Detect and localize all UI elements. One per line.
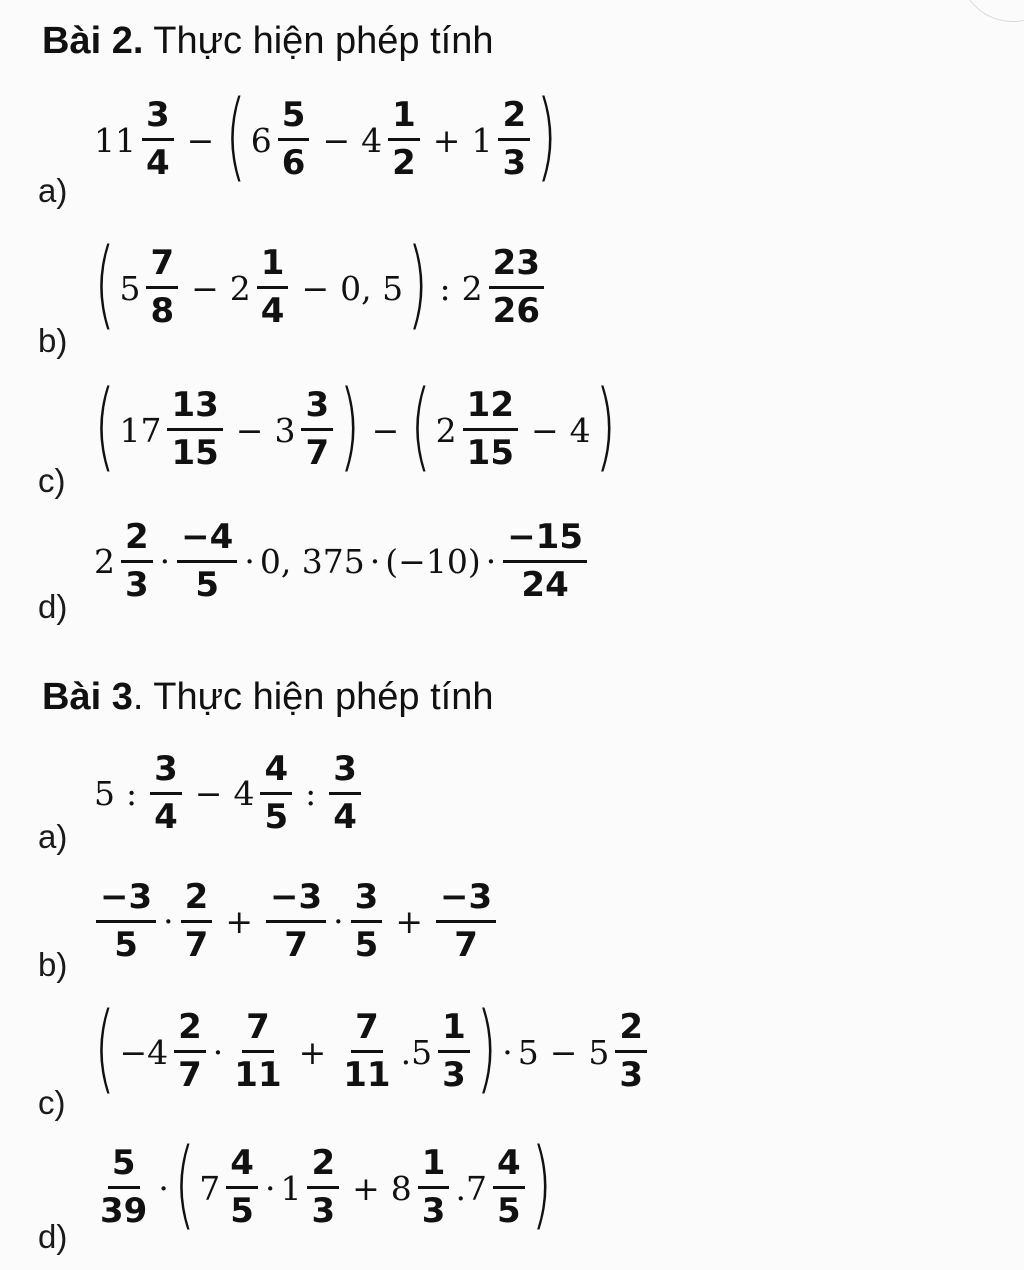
fraction xyxy=(150,749,182,837)
denominator: 7 xyxy=(305,433,330,473)
problem-3c-expression xyxy=(92,992,651,1104)
whole-number: 2 xyxy=(461,268,483,308)
numerator: −3 xyxy=(96,880,156,923)
problem-2a-expression xyxy=(92,80,560,192)
problem-3d-expression xyxy=(92,1128,554,1240)
decimal-number: 0, 375 xyxy=(259,542,365,582)
numerator: 7 xyxy=(242,1010,274,1053)
integer: 5 xyxy=(94,774,115,814)
close-paren: ) xyxy=(536,80,558,192)
corner-decoration xyxy=(962,0,1024,22)
problem-2c-expression xyxy=(92,370,618,482)
numerator: 2 xyxy=(307,1146,339,1189)
exercise-3-instruction: . Thực hiện phép tính xyxy=(132,676,494,718)
fraction xyxy=(177,517,237,605)
fraction xyxy=(418,1143,450,1231)
fraction xyxy=(278,95,310,183)
denominator: 5 xyxy=(114,924,138,965)
denominator: 7 xyxy=(284,924,308,965)
numerator: 2 xyxy=(174,1010,206,1053)
operator: · xyxy=(212,1032,224,1072)
numerator: 2 xyxy=(121,520,153,563)
operator: : xyxy=(305,774,317,814)
fraction xyxy=(266,877,326,965)
whole-number: 2 xyxy=(435,410,457,450)
denominator: 3 xyxy=(619,1055,644,1095)
close-paren: ) xyxy=(476,992,497,1104)
fraction xyxy=(463,385,518,473)
open-paren: ( xyxy=(174,1128,195,1240)
fraction xyxy=(226,1143,258,1231)
numerator: 1 xyxy=(388,98,420,141)
denominator: 3 xyxy=(311,1191,336,1231)
problem-3c-label: c) xyxy=(38,1084,66,1121)
denominator: 24 xyxy=(521,564,569,605)
operator: − xyxy=(186,120,215,160)
fraction xyxy=(121,517,153,605)
whole-number: 5 xyxy=(119,268,141,308)
numerator: 3 xyxy=(301,388,333,431)
operator: + xyxy=(352,1168,380,1208)
problem-2c-label: c) xyxy=(38,462,66,499)
operator: · xyxy=(502,1032,513,1072)
integer: 5 xyxy=(517,1032,539,1072)
negative-number: (−10) xyxy=(385,542,481,582)
fraction xyxy=(489,243,544,331)
numerator: 3 xyxy=(142,98,174,141)
problem-2d-label: d) xyxy=(38,588,68,625)
numerator: 4 xyxy=(260,752,292,795)
denominator: 5 xyxy=(230,1191,254,1231)
denominator: 5 xyxy=(264,796,289,837)
fraction xyxy=(146,243,178,331)
operator: : xyxy=(439,268,451,308)
denominator: 7 xyxy=(184,924,209,965)
operator: − xyxy=(371,410,400,450)
numerator: 23 xyxy=(489,246,544,289)
numerator: −15 xyxy=(503,520,587,563)
fraction xyxy=(503,517,587,605)
problem-2a-label: a) xyxy=(38,172,68,209)
whole-number: 1 xyxy=(471,120,493,160)
fraction xyxy=(301,385,333,473)
fraction xyxy=(260,749,292,837)
problem-2b-label: b) xyxy=(38,322,68,359)
problem-3d-label: d) xyxy=(38,1218,68,1255)
whole-number: 3 xyxy=(274,410,296,450)
operator: + xyxy=(298,1032,327,1072)
exercise-2-instruction: Thực hiện phép tính xyxy=(143,20,494,62)
exercise-3-number: Bài 3 xyxy=(42,676,133,718)
open-paren: ( xyxy=(94,228,116,340)
fraction xyxy=(142,95,174,183)
fraction xyxy=(615,1007,647,1095)
whole-number: .7 xyxy=(455,1168,487,1208)
numerator: 4 xyxy=(493,1146,525,1189)
denominator: 7 xyxy=(178,1055,202,1095)
integer: 4 xyxy=(569,410,591,450)
operator: · xyxy=(485,542,497,582)
exercise-2-heading xyxy=(42,20,493,63)
fraction xyxy=(257,243,289,331)
numerator: 3 xyxy=(351,880,383,923)
numerator: −3 xyxy=(436,880,496,923)
denominator: 5 xyxy=(195,564,220,605)
fraction xyxy=(351,877,383,965)
problem-3b-expression xyxy=(92,877,500,965)
fraction xyxy=(96,1143,151,1231)
whole-number: 8 xyxy=(390,1168,412,1208)
whole-number: 1 xyxy=(280,1168,302,1208)
numerator: 7 xyxy=(351,1010,383,1053)
numerator: 1 xyxy=(438,1010,470,1053)
numerator: 2 xyxy=(498,98,530,141)
numerator: −3 xyxy=(266,880,326,923)
denominator: 4 xyxy=(154,796,178,837)
denominator: 7 xyxy=(454,924,478,965)
close-paren: ) xyxy=(595,370,616,482)
operator: · xyxy=(163,902,174,942)
numerator: 3 xyxy=(150,752,182,795)
numerator: −4 xyxy=(177,520,237,563)
whole-number: 4 xyxy=(361,120,383,160)
numerator: 1 xyxy=(257,246,289,289)
whole-number: .5 xyxy=(400,1032,433,1072)
fraction xyxy=(230,1007,285,1095)
problem-2d-expression xyxy=(92,517,591,605)
operator: · xyxy=(369,542,381,582)
denominator: 26 xyxy=(492,291,540,331)
fraction xyxy=(438,1007,470,1095)
numerator: 7 xyxy=(146,246,178,289)
whole-number: 6 xyxy=(250,120,272,160)
exercise-2-number: Bài 2. xyxy=(42,20,144,62)
operator: · xyxy=(333,902,344,942)
fraction xyxy=(167,385,222,473)
fraction xyxy=(174,1007,206,1095)
close-paren: ) xyxy=(531,1128,552,1240)
fraction xyxy=(96,877,156,965)
denominator: 39 xyxy=(100,1191,148,1231)
fraction xyxy=(388,95,420,183)
numerator: 3 xyxy=(329,752,361,795)
operator: : xyxy=(126,774,138,814)
denominator: 11 xyxy=(343,1055,391,1095)
open-paren: ( xyxy=(225,80,247,192)
whole-number: 2 xyxy=(229,268,251,308)
denominator: 5 xyxy=(354,924,379,965)
fraction xyxy=(493,1143,525,1231)
operator: − xyxy=(191,268,219,308)
numerator: 2 xyxy=(181,880,213,923)
whole-number: 11 xyxy=(94,120,136,160)
denominator: 6 xyxy=(281,143,306,183)
exercise-3-heading xyxy=(42,676,493,719)
fraction xyxy=(436,877,496,965)
numerator: 4 xyxy=(226,1146,258,1189)
operator: · xyxy=(159,542,171,582)
fraction xyxy=(181,877,213,965)
open-paren: ( xyxy=(410,370,432,482)
operator: · xyxy=(158,1168,169,1208)
denominator: 3 xyxy=(502,143,527,183)
whole-number: 5 xyxy=(588,1032,610,1072)
denominator: 4 xyxy=(146,143,170,183)
operator: − xyxy=(531,410,559,450)
whole-number: 7 xyxy=(199,1168,221,1208)
fraction xyxy=(307,1143,339,1231)
denominator: 11 xyxy=(234,1055,282,1095)
denominator: 4 xyxy=(260,291,285,331)
denominator: 2 xyxy=(392,143,416,183)
operator: + xyxy=(225,902,253,942)
numerator: 2 xyxy=(615,1010,647,1053)
problem-3a-expression xyxy=(92,749,365,837)
decimal-number: 0, 5 xyxy=(340,268,404,308)
whole-number: 2 xyxy=(94,542,115,582)
fraction xyxy=(329,749,361,837)
denominator: 15 xyxy=(171,433,219,473)
numerator: 5 xyxy=(108,1146,140,1189)
fraction xyxy=(498,95,530,183)
operator: − xyxy=(301,268,330,308)
operator: − xyxy=(194,774,223,814)
numerator: 13 xyxy=(167,388,222,431)
close-paren: ) xyxy=(339,370,361,482)
operator: + xyxy=(395,902,423,942)
whole-number: 17 xyxy=(119,410,162,450)
operator: · xyxy=(244,542,255,582)
denominator: 8 xyxy=(150,291,175,331)
operator: · xyxy=(264,1168,276,1208)
close-paren: ) xyxy=(407,228,429,340)
denominator: 5 xyxy=(496,1191,521,1231)
fraction xyxy=(339,1007,394,1095)
denominator: 4 xyxy=(333,796,357,837)
whole-number: 4 xyxy=(233,774,255,814)
numerator: 5 xyxy=(278,98,310,141)
denominator: 3 xyxy=(421,1191,446,1231)
denominator: 3 xyxy=(442,1055,466,1095)
denominator: 15 xyxy=(466,433,514,473)
numerator: 1 xyxy=(418,1146,450,1189)
denominator: 3 xyxy=(125,564,149,605)
operator: − xyxy=(549,1032,578,1072)
problem-3a-label: a) xyxy=(38,818,68,855)
numerator: 12 xyxy=(463,388,518,431)
whole-number: −4 xyxy=(119,1032,169,1072)
problem-2b-expression xyxy=(92,228,548,340)
operator: − xyxy=(235,410,264,450)
operator: − xyxy=(322,120,351,160)
problem-3b-label: b) xyxy=(38,946,68,983)
open-paren: ( xyxy=(94,370,116,482)
operator: + xyxy=(432,120,461,160)
open-paren: ( xyxy=(94,992,116,1104)
